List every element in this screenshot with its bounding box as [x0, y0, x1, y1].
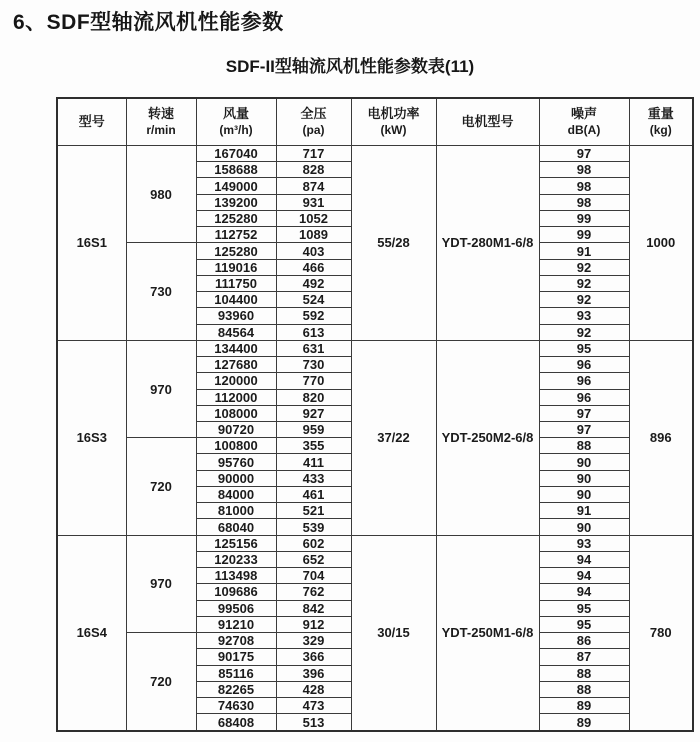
cell-flow: 127680: [196, 357, 276, 373]
cell-noise: 90: [539, 486, 629, 502]
cell-noise: 89: [539, 714, 629, 731]
header-unit: (kg): [649, 122, 672, 137]
cell-noise: 93: [539, 308, 629, 324]
cell-flow: 158688: [196, 162, 276, 178]
cell-pressure: 428: [276, 681, 351, 697]
cell-flow: 99506: [196, 600, 276, 616]
cell-noise: 98: [539, 178, 629, 194]
cell-pressure: 828: [276, 162, 351, 178]
cell-flow: 113498: [196, 568, 276, 584]
header-unit: r/min: [146, 122, 176, 137]
cell-speed: 720: [126, 633, 196, 731]
cell-pressure: 717: [276, 146, 351, 162]
cell-pressure: 403: [276, 243, 351, 259]
cell-pressure: 770: [276, 373, 351, 389]
cell-noise: 99: [539, 210, 629, 226]
cell-motor: YDT-280M1-6/8: [436, 146, 539, 341]
header-label: 噪声: [570, 106, 597, 122]
cell-noise: 99: [539, 227, 629, 243]
cell-pressure: 613: [276, 324, 351, 340]
header-unit: dB(A): [567, 122, 601, 137]
cell-noise: 92: [539, 324, 629, 340]
cell-flow: 125280: [196, 210, 276, 226]
cell-pressure: 730: [276, 357, 351, 373]
cell-pressure: 874: [276, 178, 351, 194]
cell-flow: 119016: [196, 259, 276, 275]
cell-flow: 93960: [196, 308, 276, 324]
col-header-6: [539, 98, 629, 146]
cell-flow: 109686: [196, 584, 276, 600]
cell-flow: 139200: [196, 194, 276, 210]
cell-speed: 980: [126, 146, 196, 243]
cell-flow: 125280: [196, 243, 276, 259]
cell-noise: 89: [539, 697, 629, 713]
cell-flow: 120000: [196, 373, 276, 389]
cell-pressure: 492: [276, 275, 351, 291]
cell-noise: 88: [539, 438, 629, 454]
header-unit: (kW): [380, 122, 407, 137]
cell-noise: 90: [539, 470, 629, 486]
cell-noise: 96: [539, 389, 629, 405]
cell-pressure: 513: [276, 714, 351, 731]
cell-noise: 97: [539, 405, 629, 421]
cell-weight: 896: [629, 340, 693, 535]
cell-noise: 94: [539, 551, 629, 567]
cell-flow: 134400: [196, 340, 276, 356]
cell-pressure: 820: [276, 389, 351, 405]
cell-noise: 97: [539, 421, 629, 437]
cell-noise: 93: [539, 535, 629, 551]
cell-pressure: 366: [276, 649, 351, 665]
col-header-2: [196, 98, 276, 146]
table-row: [57, 340, 693, 356]
cell-flow: 92708: [196, 633, 276, 649]
page-title: 6、SDF型轴流风机性能参数: [13, 11, 284, 34]
cell-flow: 167040: [196, 146, 276, 162]
cell-speed: 970: [126, 340, 196, 437]
header-label: 全压: [300, 106, 327, 122]
cell-noise: 92: [539, 275, 629, 291]
cell-pressure: 1052: [276, 210, 351, 226]
cell-flow: 108000: [196, 405, 276, 421]
cell-noise: 90: [539, 454, 629, 470]
cell-flow: 90720: [196, 421, 276, 437]
header-label: 型号: [78, 113, 105, 129]
col-header-4: [351, 98, 436, 146]
cell-pressure: 842: [276, 600, 351, 616]
cell-model: 16S1: [57, 146, 126, 341]
header-label: 转速: [147, 106, 174, 122]
cell-speed: 970: [126, 535, 196, 632]
header-row: [57, 98, 693, 146]
cell-flow: 112752: [196, 227, 276, 243]
cell-noise: 96: [539, 373, 629, 389]
cell-pressure: 931: [276, 194, 351, 210]
cell-noise: 94: [539, 568, 629, 584]
header-unit: (m³/h): [219, 122, 253, 137]
cell-pressure: 927: [276, 405, 351, 421]
cell-flow: 100800: [196, 438, 276, 454]
cell-power: 30/15: [351, 535, 436, 731]
cell-flow: 74630: [196, 697, 276, 713]
cell-noise: 95: [539, 616, 629, 632]
cell-flow: 104400: [196, 292, 276, 308]
cell-speed: 720: [126, 438, 196, 535]
header-label: 电机型号: [461, 113, 514, 129]
cell-pressure: 652: [276, 551, 351, 567]
cell-flow: 95760: [196, 454, 276, 470]
col-header-5: [436, 98, 539, 146]
cell-pressure: 329: [276, 633, 351, 649]
cell-flow: 120233: [196, 551, 276, 567]
cell-motor: YDT-250M2-6/8: [436, 340, 539, 535]
cell-noise: 95: [539, 600, 629, 616]
cell-pressure: 631: [276, 340, 351, 356]
table-row: [57, 146, 693, 162]
header-label: 重量: [647, 106, 674, 122]
cell-speed: 730: [126, 243, 196, 340]
cell-flow: 84000: [196, 486, 276, 502]
cell-noise: 98: [539, 194, 629, 210]
cell-flow: 85116: [196, 665, 276, 681]
table-row: [57, 535, 693, 551]
cell-pressure: 355: [276, 438, 351, 454]
col-header-1: [126, 98, 196, 146]
cell-noise: 88: [539, 681, 629, 697]
cell-noise: 86: [539, 633, 629, 649]
header-label: 电机功率: [367, 106, 420, 122]
cell-pressure: 912: [276, 616, 351, 632]
cell-pressure: 539: [276, 519, 351, 535]
cell-flow: 112000: [196, 389, 276, 405]
header-unit: (pa): [302, 122, 325, 137]
table-title: SDF-II型轴流风机性能参数表(11): [225, 57, 475, 76]
header-label: 风量: [222, 106, 249, 122]
cell-flow: 68408: [196, 714, 276, 731]
cell-pressure: 466: [276, 259, 351, 275]
cell-noise: 94: [539, 584, 629, 600]
cell-noise: 92: [539, 292, 629, 308]
cell-pressure: 411: [276, 454, 351, 470]
table-header: [57, 98, 693, 146]
col-header-7: [629, 98, 693, 146]
cell-pressure: 704: [276, 568, 351, 584]
cell-power: 55/28: [351, 146, 436, 341]
cell-flow: 149000: [196, 178, 276, 194]
cell-model: 16S3: [57, 340, 126, 535]
cell-noise: 90: [539, 519, 629, 535]
cell-noise: 91: [539, 503, 629, 519]
col-header-3: [276, 98, 351, 146]
cell-flow: 91210: [196, 616, 276, 632]
cell-pressure: 524: [276, 292, 351, 308]
cell-noise: 95: [539, 340, 629, 356]
cell-noise: 96: [539, 357, 629, 373]
cell-flow: 81000: [196, 503, 276, 519]
cell-pressure: 602: [276, 535, 351, 551]
cell-flow: 68040: [196, 519, 276, 535]
cell-flow: 90175: [196, 649, 276, 665]
cell-motor: YDT-250M1-6/8: [436, 535, 539, 731]
cell-flow: 125156: [196, 535, 276, 551]
cell-noise: 92: [539, 259, 629, 275]
cell-noise: 88: [539, 665, 629, 681]
cell-weight: 780: [629, 535, 693, 731]
cell-flow: 84564: [196, 324, 276, 340]
fan-performance-table: [56, 97, 694, 732]
cell-flow: 82265: [196, 681, 276, 697]
table-body: [57, 146, 693, 732]
cell-noise: 98: [539, 162, 629, 178]
col-header-0: [57, 98, 126, 146]
cell-noise: 97: [539, 146, 629, 162]
cell-pressure: 473: [276, 697, 351, 713]
cell-pressure: 433: [276, 470, 351, 486]
cell-pressure: 396: [276, 665, 351, 681]
cell-pressure: 592: [276, 308, 351, 324]
cell-flow: 90000: [196, 470, 276, 486]
cell-pressure: 461: [276, 486, 351, 502]
cell-flow: 111750: [196, 275, 276, 291]
cell-power: 37/22: [351, 340, 436, 535]
cell-pressure: 521: [276, 503, 351, 519]
cell-pressure: 1089: [276, 227, 351, 243]
cell-model: 16S4: [57, 535, 126, 731]
cell-noise: 91: [539, 243, 629, 259]
cell-noise: 87: [539, 649, 629, 665]
cell-pressure: 959: [276, 421, 351, 437]
cell-pressure: 762: [276, 584, 351, 600]
cell-weight: 1000: [629, 146, 693, 341]
